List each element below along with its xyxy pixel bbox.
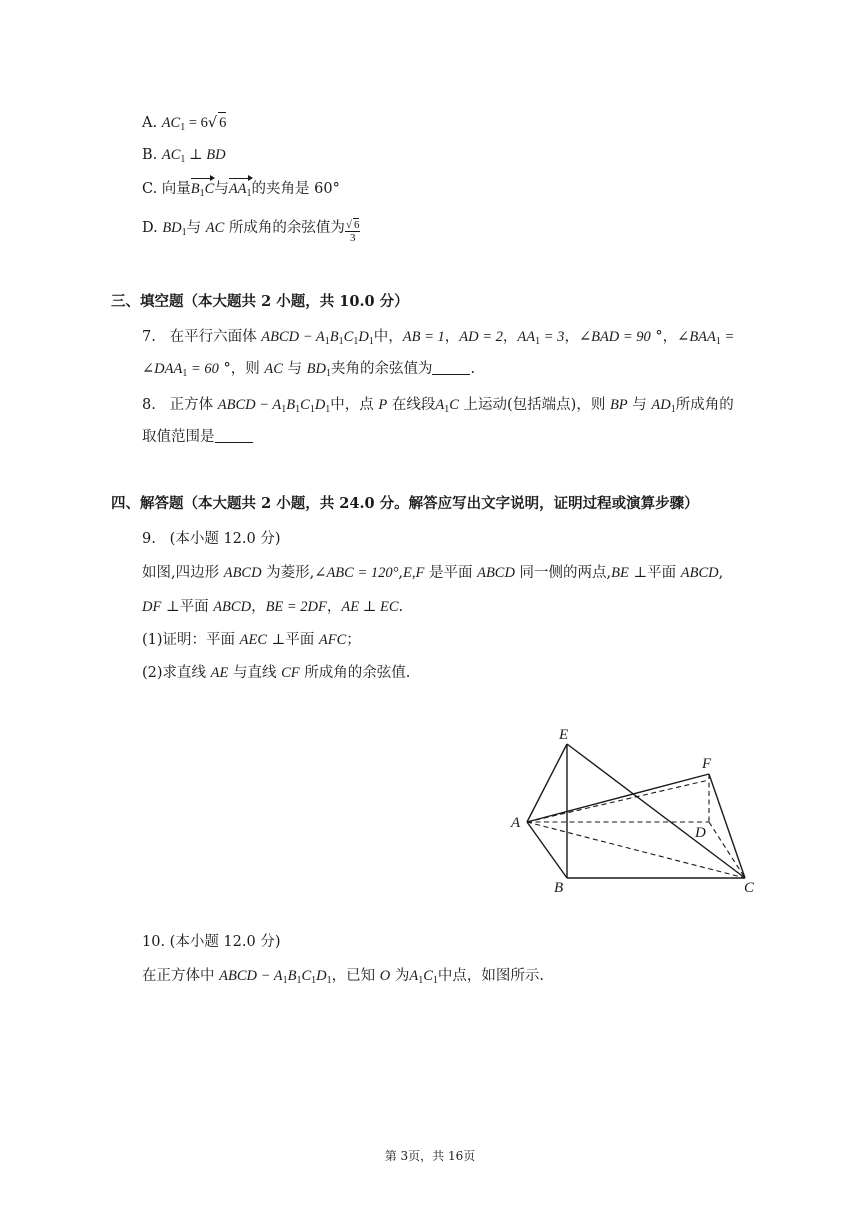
q7-sep2: ， [502, 329, 518, 345]
q10-point-o: O [379, 968, 391, 984]
q8-text2: 中，点 [330, 397, 379, 413]
q7-cond-daa: ∠DAA [142, 361, 183, 377]
q8-sub4: 1 [325, 404, 331, 415]
q9-be: BE [611, 565, 629, 581]
q7-sub2: 1 [338, 336, 344, 347]
section3-heading [111, 292, 409, 312]
q7-cond-aa: AA [517, 329, 536, 345]
q9-ef: E,F [403, 565, 425, 581]
q7-sub3: 1 [353, 336, 359, 347]
q8-text5: 与 [627, 397, 652, 413]
q7-solid-d: D [358, 329, 369, 345]
edge-ec [567, 744, 745, 878]
option-c-tail: 的夹角是 60° [251, 181, 340, 197]
q7-cond-aa-sub: 1 [535, 336, 541, 347]
q7-deg2: °，则 [218, 361, 265, 377]
q7-line2 [142, 359, 475, 379]
section3-heading-pre: 三、填空题（本大题共 [111, 293, 262, 310]
option-d-tail: 所成角的余弦值为 [224, 220, 345, 236]
q10-solid-b: B [287, 968, 297, 984]
q8-seg-a: A [435, 397, 445, 413]
option-a-eq: = 6 [185, 115, 208, 131]
edge-dc [709, 822, 745, 878]
q8-seg-c: C [449, 397, 459, 413]
q9-text1: 如图,四边形 [142, 565, 224, 581]
q7-sub4: 1 [368, 336, 374, 347]
q7-cond-ad: AD = 2 [459, 329, 503, 345]
section3-heading-mid: 小题，共 [271, 293, 340, 310]
option-d-v1: BD [162, 220, 182, 236]
vector-b1c [191, 179, 215, 199]
option-a-sub: 1 [180, 122, 186, 133]
q7-number: 7. [142, 329, 156, 345]
q7-bd: BD [306, 361, 326, 377]
option-c [142, 179, 340, 199]
q10-solid-a: ABCD − A [219, 968, 283, 984]
q7-and: 与 [282, 361, 307, 377]
section4-heading [111, 494, 699, 514]
q9-period: . [398, 599, 404, 615]
option-a-label: A. [142, 115, 162, 131]
q9-cf: CF [281, 665, 300, 681]
q7-cond-daa-val: = 60 [187, 361, 219, 377]
q9-abcd: ABCD [213, 599, 252, 615]
q9-text2: 为菱形, [261, 565, 315, 581]
q7-sub1: 1 [324, 336, 330, 347]
option-c-label: C. 向量 [142, 181, 191, 197]
q9-abcd: ABCD [477, 565, 515, 581]
q8-bp: BP [609, 397, 628, 413]
q7-cond-baa-eq: = [720, 329, 735, 345]
q10-mid-sub2: 1 [432, 975, 438, 986]
q8-solid-a: ABCD − A [217, 397, 282, 413]
option-a-lhs: AC [161, 115, 181, 131]
section3-score: 10.0 [339, 293, 375, 310]
q8-solid-c: C [300, 397, 310, 413]
q10-text3: 为 [390, 968, 410, 984]
q9-aec: AEC [239, 632, 268, 648]
vector-aa1-a: AA [228, 181, 247, 197]
label-f: F [702, 756, 712, 772]
q9-part1-end: ； [346, 632, 361, 648]
q8-text6: 所成角的 [675, 397, 734, 413]
q7-cond-baa-sub: 1 [715, 336, 721, 347]
vector-aa1-sub: 1 [246, 188, 252, 199]
option-d-mid: 与 [186, 220, 206, 236]
q10-line1 [142, 966, 544, 986]
geometry-figure [505, 724, 765, 900]
answer-blank[interactable] [215, 428, 253, 443]
q9-part1-text2: ⊥平面 [267, 632, 319, 648]
option-d [142, 218, 360, 244]
q8-solid-b: B [286, 397, 296, 413]
edge-ea [527, 744, 567, 822]
section4-heading-post: 分。解答应写出文字说明，证明过程或演算步骤） [374, 495, 699, 512]
q7-sep3: ， [564, 329, 579, 345]
q9-line2 [142, 597, 403, 617]
q9-part2-text2: 与直线 [228, 665, 282, 681]
q8-ad: AD [651, 397, 671, 413]
edge-af [527, 774, 709, 822]
q7-solid-c: C [343, 329, 354, 345]
q10-text1: 在正方体中 [142, 968, 220, 984]
q8-sub2: 1 [295, 404, 301, 415]
label-d: D [695, 825, 706, 841]
q9-abcd: ABCD [680, 565, 719, 581]
q9-part2 [142, 663, 410, 683]
q10-score: 10. (本小题 12.0 分) [142, 934, 281, 950]
section3-count: 2 [261, 293, 272, 310]
q10-sub3: 1 [311, 975, 317, 986]
q7-ask: 夹角的余弦值为 [330, 361, 433, 377]
q8-line2 [142, 427, 253, 447]
q9-comma: ， [326, 599, 342, 615]
q9-part2-end: 所成角的余弦值. [299, 665, 411, 681]
option-a-radicand: 6 [218, 112, 226, 133]
q7-solid-b: B [329, 329, 339, 345]
q10-solid-d: D [316, 968, 327, 984]
q7-period: . [470, 361, 476, 377]
q9-text3: 是平面 [424, 565, 478, 581]
q8-seg-sub: 1 [444, 404, 450, 415]
q9-text5: ⊥平面 [628, 565, 681, 581]
q9-line1 [142, 563, 723, 583]
label-a: A [511, 815, 521, 831]
q9-ae: AE [210, 665, 229, 681]
q9-be-eq: BE = 2DF [265, 599, 327, 615]
q10-mid-sub1: 1 [418, 975, 424, 986]
section4-count: 2 [261, 495, 272, 512]
fraction-sqrt6-over-3 [345, 218, 361, 244]
q7-bd-sub: 1 [325, 368, 331, 379]
q9-header [142, 529, 281, 549]
q9-comma: ， [251, 599, 266, 615]
q7-solid-a: ABCD − A [261, 329, 325, 345]
option-b-rel: ⊥ [185, 147, 207, 163]
q9-text4: 同一侧的两点, [514, 565, 612, 581]
q10-text4: 中点，如图所示. [437, 968, 544, 984]
option-d-v2: AC [205, 220, 225, 236]
q8-sub1: 1 [281, 404, 287, 415]
option-b [142, 145, 226, 165]
q10-text2: ，已知 [331, 968, 380, 984]
option-d-label: D. [142, 220, 163, 236]
label-e: E [559, 727, 569, 743]
q8-ad-sub: 1 [670, 404, 676, 415]
option-c-mid: 与 [214, 181, 229, 197]
fraction-numerator: √ 6 [345, 219, 360, 231]
q9-ae-perp: AE ⊥ EC [341, 599, 399, 615]
q8-solid-d: D [314, 397, 326, 413]
q7-cond-bad: ∠BAD = 90 [578, 329, 651, 345]
q10-sub1: 1 [282, 975, 288, 986]
label-c: C [744, 880, 755, 896]
q9-part1-text1: (1)证明：平面 [142, 632, 240, 648]
q10-header [142, 932, 281, 952]
q7-cond-baa: ∠BAA [677, 329, 716, 345]
q7-ac: AC [264, 361, 283, 377]
vector-aa1 [229, 179, 252, 199]
q8-line1 [142, 395, 734, 415]
q10-mid-c: C [423, 968, 433, 984]
option-b-rhs: BD [206, 147, 226, 163]
q9-part2-text1: (2)求直线 [142, 665, 211, 681]
q9-abcd: ABCD [223, 565, 262, 581]
page-footer: 第 3页，共 16页 [384, 1149, 476, 1163]
q10-mid-a: A [409, 968, 419, 984]
fraction-denominator: 3 [349, 232, 356, 244]
section3-heading-post: 分） [374, 293, 409, 310]
option-a: A. $AC_1 = 6√$ 6 [142, 112, 226, 133]
q8-text1: 正方体 [169, 397, 218, 413]
option-b-label: B. [142, 147, 162, 163]
q7-text1: 在平行六面体 [169, 329, 262, 345]
section4-heading-mid: 小题，共 [271, 495, 340, 512]
q9-number: 9. [142, 531, 156, 547]
option-b-sub: 1 [180, 154, 186, 165]
q8-ask: 取值范围是 [142, 429, 215, 445]
q9-score: (本小题 12.0 分) [169, 531, 281, 547]
vector-b1c-b: C [204, 181, 215, 197]
q7-sep1: ， [444, 329, 460, 345]
q7-cond-aa-val: = 3 [540, 329, 565, 345]
edge-ac [527, 822, 745, 878]
q9-angle: ∠ABC = 120° [314, 565, 399, 581]
q10-solid-c: C [301, 968, 312, 984]
q7-deg1: °， [650, 329, 678, 345]
vector-b1c-a: B [190, 181, 200, 197]
q9-df: DF [142, 599, 162, 615]
q9-comma: , [398, 565, 404, 581]
section4-score: 24.0 [339, 495, 375, 512]
q9-text6: ⊥平面 [161, 599, 214, 615]
q7-text2: 中， [373, 329, 403, 345]
edge-af-dashed [527, 780, 709, 822]
q10-sub2: 1 [296, 975, 302, 986]
q8-number: 8. [142, 397, 156, 413]
option-b-lhs: AC [161, 147, 181, 163]
label-b: B [554, 880, 564, 896]
section4-heading-pre: 四、解答题（本大题共 [111, 495, 262, 512]
q8-point-p: P [378, 397, 388, 413]
edge-fc [709, 774, 745, 878]
answer-blank[interactable] [432, 360, 470, 375]
q7-cond-ab: AB = 1 [402, 329, 445, 345]
q8-sub3: 1 [309, 404, 315, 415]
q10-sub4: 1 [326, 975, 332, 986]
q9-part1 [142, 630, 361, 650]
q7-cond-daa-sub: 1 [182, 368, 188, 379]
fraction-num-radicand: 6 [353, 219, 360, 231]
q9-comma: , [718, 565, 724, 581]
q8-text4: 上运动(包括端点)，则 [458, 397, 610, 413]
option-d-sub: 1 [181, 227, 187, 238]
q7-line1 [142, 327, 734, 347]
vector-b1c-sub: 1 [199, 188, 205, 199]
q8-text3: 在线段 [387, 397, 436, 413]
q9-afc: AFC [318, 632, 347, 648]
